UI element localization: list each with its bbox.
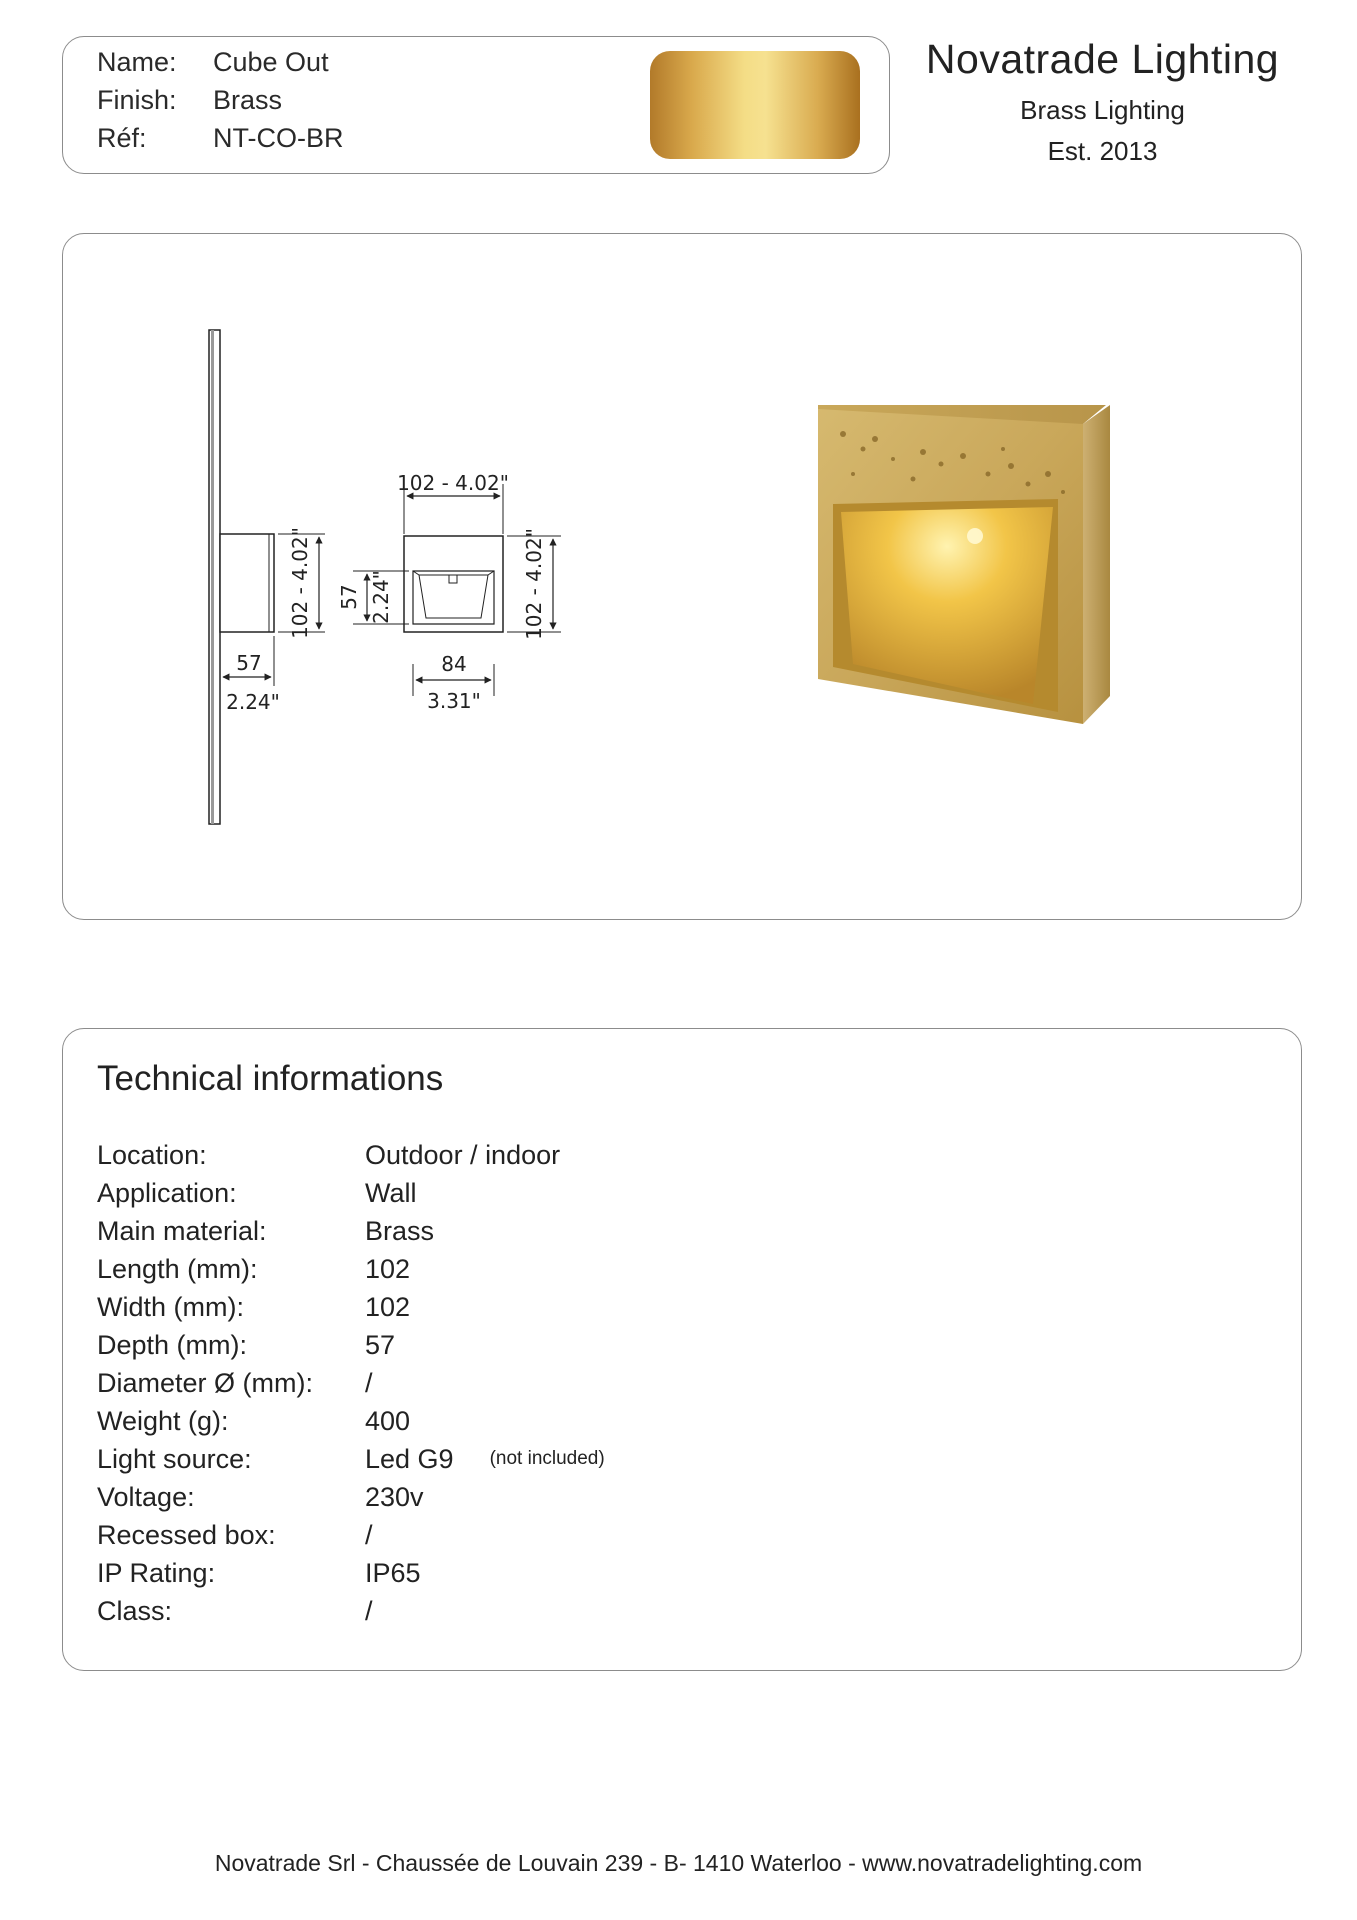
spec-row-application (97, 1178, 417, 1209)
spec-value: / (365, 1368, 373, 1398)
spec-label: Depth (mm): (97, 1330, 248, 1360)
spec-row-diameter (97, 1368, 373, 1399)
footer-address: Novatrade Srl - Chaussée de Louvain 239 - B- 1410 Waterloo - www.novatradelighting.com (214, 1850, 1143, 1876)
spec-label: Application: (97, 1178, 237, 1208)
finish-label: Finish: (97, 85, 177, 115)
side-depth-mm-label: 57 (236, 651, 262, 675)
product-header (62, 36, 890, 174)
brand-block (900, 36, 1305, 167)
spec-row-length (97, 1254, 410, 1285)
spec-label: Diameter Ø (mm): (97, 1368, 313, 1398)
spec-value: Brass (365, 1216, 435, 1246)
ref-label: Réf: (97, 123, 147, 153)
spec-label: IP Rating: (97, 1558, 216, 1588)
name-label: Name: (97, 47, 177, 77)
spec-row-light-source (97, 1444, 605, 1475)
bottom-in-label: 3.31" (427, 689, 481, 713)
spec-value: IP65 (365, 1558, 421, 1588)
name-value: Cube Out (213, 47, 329, 77)
spec-row-depth (97, 1330, 395, 1361)
spec-row-recessed-box (97, 1520, 373, 1551)
name-row (97, 47, 329, 78)
finish-row (97, 85, 282, 116)
spec-label: Width (mm): (97, 1292, 244, 1322)
spec-value: / (365, 1596, 373, 1626)
side-height-label: 102 - 4.02" (288, 527, 312, 639)
brass-finish-swatch (650, 51, 860, 159)
spec-row-class (97, 1596, 373, 1627)
spec-row-weight (97, 1406, 410, 1437)
spec-value: Outdoor / indoor (365, 1140, 561, 1170)
tech-title: Technical informations (97, 1059, 444, 1098)
brand-established: Est. 2013 (1047, 136, 1158, 166)
spec-label: Voltage: (97, 1482, 195, 1512)
technical-drawing-panel (62, 233, 1302, 920)
spec-row-voltage (97, 1482, 424, 1513)
dimension-drawing (63, 234, 1303, 921)
spec-label: Main material: (97, 1216, 267, 1246)
front-view (337, 471, 561, 713)
front-height-label: 102 - 4.02" (522, 528, 546, 640)
opening-mm-label: 57 (337, 584, 361, 610)
spec-value: 102 (365, 1254, 411, 1284)
brand-subtitle: Brass Lighting (1020, 95, 1185, 125)
product-photo (818, 405, 1110, 724)
spec-label: Weight (g): (97, 1406, 229, 1436)
spec-value: 400 (365, 1406, 411, 1436)
spec-value: Wall (365, 1178, 417, 1208)
spec-row-location (97, 1140, 560, 1171)
ref-value: NT-CO-BR (213, 123, 344, 153)
spec-label: Location: (97, 1140, 207, 1170)
spec-value: / (365, 1520, 373, 1550)
side-depth-in-label: 2.24" (226, 690, 280, 714)
spec-note: (not included) (489, 1448, 605, 1469)
spec-value: 102 (365, 1292, 411, 1322)
wall-bar (209, 330, 220, 824)
spec-label: Light source: (97, 1444, 252, 1474)
spec-row-width (97, 1292, 410, 1323)
spec-row-ip-rating (97, 1558, 421, 1589)
spec-value: 57 (365, 1330, 396, 1360)
ref-row (97, 123, 344, 154)
spec-label: Recessed box: (97, 1520, 276, 1550)
technical-info-panel (62, 1028, 1302, 1671)
bottom-mm-label: 84 (441, 652, 467, 676)
side-view (220, 527, 325, 714)
spec-label: Length (mm): (97, 1254, 258, 1284)
spec-row-material (97, 1216, 434, 1247)
front-width-label: 102 - 4.02" (397, 471, 509, 495)
spec-label: Class: (97, 1596, 173, 1626)
finish-value: Brass (213, 85, 283, 115)
brand-title: Novatrade Lighting (925, 36, 1280, 82)
opening-in-label: 2.24" (369, 570, 393, 624)
spec-value: 230v (365, 1482, 424, 1512)
spec-value: Led G9 (365, 1444, 454, 1474)
